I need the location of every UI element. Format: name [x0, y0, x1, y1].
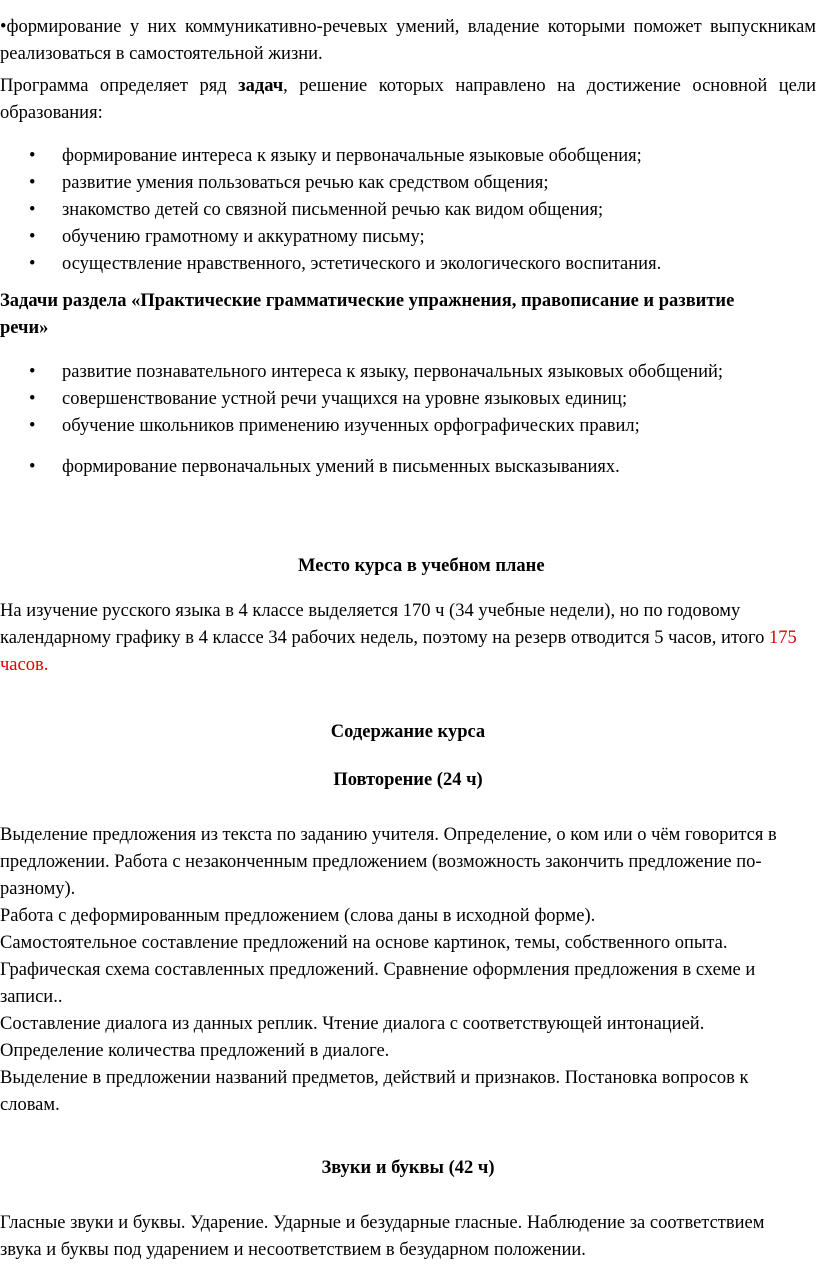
program-bold-word: задач — [238, 76, 284, 96]
repeat-paragraph: Выделение в предложении названий предметов, действий и признаков. Постановка вопросов к словам. — [0, 1068, 749, 1115]
bullet-icon: • — [29, 389, 36, 409]
place-paragraph: На изучение русского языка в 4 классе выделяется 170 ч (34 учебные недели), но по годовому календарному графику в 4 классе 34 рабочих недель, поэтому на резерв отводится 5 часов, итого 175 часов. — [0, 601, 797, 675]
list-item: • совершенствование устной речи учащихся на уровне языковых единиц; — [0, 386, 816, 413]
repeat-heading: Повторение (24 ч) — [333, 770, 483, 790]
bullet-icon: • — [29, 416, 36, 436]
repeat-paragraph: Работа с деформированным предложением (слова даны в исходной форме). — [0, 906, 596, 926]
repeat-paragraph: Выделение предложения из текста по заданию учителя. Определение, о ком или о чём говорится в предложении. Работа с незаконченным предложением (возможность закончить предложение по-разному). — [0, 825, 777, 899]
repeat-paragraph: Определение количества предложений в диалоге. — [0, 1041, 390, 1061]
bullet-icon: • — [29, 457, 36, 477]
list-item: • формирование первоначальных умений в письменных высказываниях. — [0, 454, 816, 481]
content-heading: Содержание курса — [330, 722, 486, 742]
program-text-before: Программа определяет ряд — [0, 76, 239, 96]
sounds-heading: Звуки и буквы (42 ч) — [321, 1158, 495, 1178]
list-item: • обучение школьников применению изученных орфографических правил; — [0, 413, 816, 440]
bullet-icon: • — [29, 200, 36, 220]
intro-paragraph: •формирование у них коммуникативно-речевых умений, владение которыми поможет выпускникам реализоваться в самостоятельной жизни. — [0, 17, 816, 64]
list-item: • обучению грамотному и аккуратному письму; — [0, 224, 816, 251]
section-tasks-list — [0, 359, 816, 440]
program-text-after: , решение которых направлено на достижение основной цели образования: — [0, 76, 816, 123]
bullet-icon: • — [29, 227, 36, 247]
goals-list — [0, 143, 816, 278]
bullet-icon: • — [29, 146, 36, 166]
bullet-icon: • — [29, 362, 36, 382]
repeat-body — [0, 822, 804, 1119]
list-item: • осуществление нравственного, эстетического и экологического воспитания. — [0, 251, 816, 278]
hours-highlight: 175 часов. — [0, 628, 797, 675]
repeat-paragraph: Составление диалога из данных реплик. Чтение диалога с соответствующей интонацией. — [0, 1014, 705, 1034]
bullet-icon: • — [29, 173, 36, 193]
sounds-paragraph: Гласные звуки и буквы. Ударение. Ударные и безударные гласные. Наблюдение за соответствием звука и буквы под ударением и несоответствием в безударном положении. — [0, 1213, 765, 1260]
bullet-icon: • — [29, 254, 36, 274]
place-heading: Место курса в учебном плане — [298, 556, 545, 576]
list-item: • формирование интереса к языку и первоначальные языковые обобщения; — [0, 143, 816, 170]
list-item: • развитие умения пользоваться речью как средством общения; — [0, 170, 816, 197]
list-item: • развитие познавательного интереса к языку, первоначальных языковых обобщений; — [0, 359, 816, 386]
section-tasks-heading: Задачи раздела «Практические грамматические упражнения, правописание и развитие речи» — [0, 291, 735, 338]
repeat-paragraph: Самостоятельное составление предложений на основе картинок, темы, собственного опыта. Графическая схема составленных предложений. Сравнение оформления предложения в схеме и записи.. — [0, 933, 756, 1007]
list-item: • знакомство детей со связной письменной речью как видом общения; — [0, 197, 816, 224]
section-tasks-list-cont — [0, 454, 816, 481]
program-paragraph — [0, 73, 816, 127]
